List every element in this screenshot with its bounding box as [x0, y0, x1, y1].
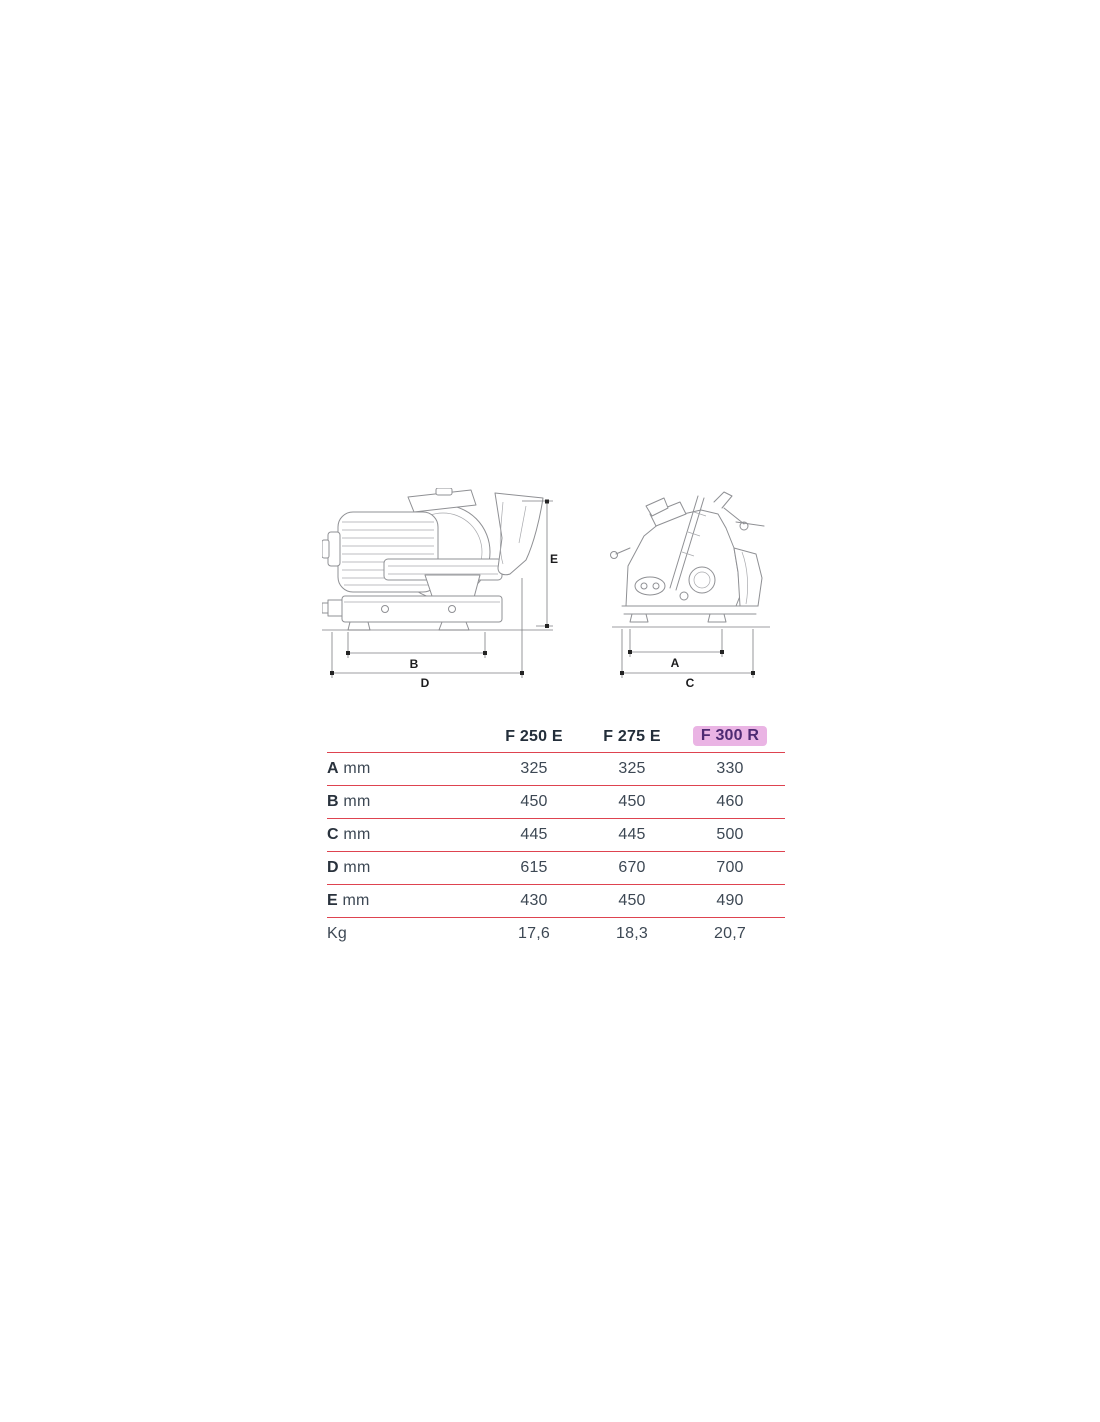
foot	[348, 622, 370, 630]
column-header-f275e: F 275 E	[603, 728, 661, 745]
dim-label-d: D	[420, 676, 430, 690]
table-row-c	[327, 818, 785, 851]
cell-value: 670	[618, 859, 646, 876]
row-label: D mm	[327, 859, 371, 876]
cell-value: 450	[618, 793, 646, 810]
dim-label-e: E	[550, 552, 558, 566]
cell-value: 325	[520, 760, 548, 777]
cell-value: 430	[520, 892, 548, 909]
cell-value: 450	[520, 793, 548, 810]
cell-value: 325	[618, 760, 646, 777]
table-row-a	[327, 752, 785, 785]
row-label: B mm	[327, 793, 371, 810]
cell-value: 17,6	[518, 925, 550, 942]
cell-value: 490	[716, 892, 744, 909]
dim-label-a: A	[670, 656, 680, 670]
table-row-b	[327, 785, 785, 818]
slicer-front-view-drawing	[606, 488, 786, 694]
cell-value: 460	[716, 793, 744, 810]
slicer-side-view-drawing	[322, 488, 558, 694]
row-label: C mm	[327, 826, 371, 843]
cell-value: 615	[520, 859, 548, 876]
table-header-row	[327, 716, 785, 752]
cell-value: 18,3	[616, 925, 648, 942]
table-row-d	[327, 851, 785, 884]
dimensions-table	[327, 716, 785, 950]
cell-value: 330	[716, 760, 744, 777]
dim-label-b: B	[409, 657, 419, 671]
knob	[689, 567, 715, 593]
base-housing	[342, 596, 502, 622]
column-header-f300r	[681, 726, 779, 746]
foot	[439, 622, 469, 630]
cell-value: 445	[618, 826, 646, 843]
table-row-e	[327, 884, 785, 917]
highlighted-model-badge: F 300 R	[693, 726, 767, 746]
cell-value: 450	[618, 892, 646, 909]
cell-value: 445	[520, 826, 548, 843]
column-header-f250e: F 250 E	[505, 728, 563, 745]
cell-value: 500	[716, 826, 744, 843]
cell-value: 700	[716, 859, 744, 876]
table-row-kg	[327, 917, 785, 950]
foot	[708, 614, 726, 622]
dim-label-c: C	[685, 676, 695, 690]
control-dial	[635, 577, 665, 595]
row-label: A mm	[327, 760, 371, 777]
row-label: Kg	[327, 925, 347, 942]
thickness-knob	[616, 548, 630, 554]
row-label: E mm	[327, 892, 370, 909]
cell-value: 20,7	[714, 925, 746, 942]
foot	[630, 614, 648, 622]
